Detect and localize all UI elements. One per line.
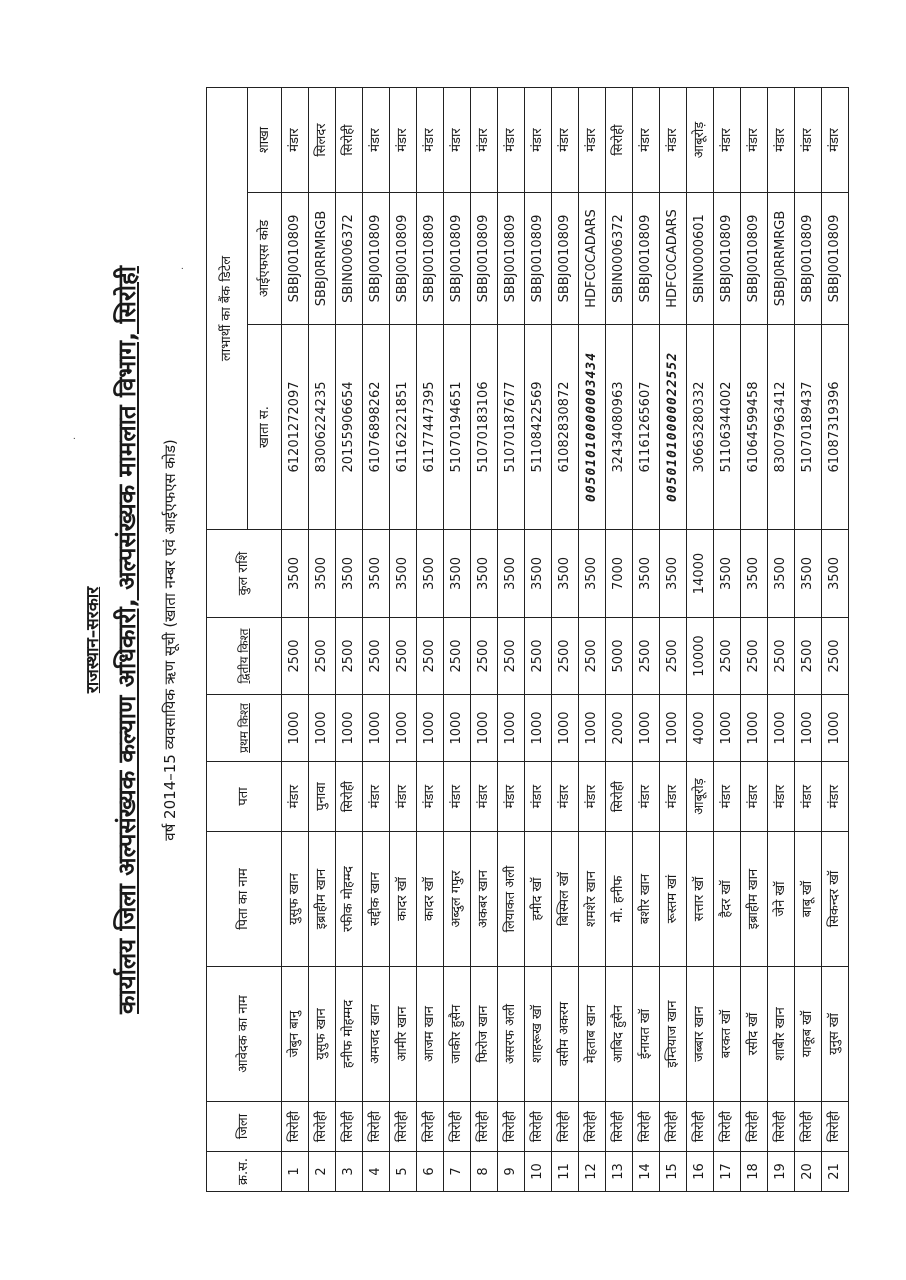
branch-cell: मंडार [768,88,795,193]
sno-cell: 11 [552,1152,579,1192]
applicant-name-cell: रसीद खॉ [741,967,768,1102]
branch-cell: मंडार [552,88,579,193]
district-cell: सिरोही [444,1102,471,1152]
first-installment-cell: 1000 [552,695,579,762]
father-name-cell: कादर खॉ [390,832,417,967]
second-installment-cell: 5000 [606,618,633,695]
branch-cell: मंडार [795,88,822,193]
total-amount-cell: 14000 [687,530,714,618]
ifsc-code-cell: SBBJ0010809 [417,193,444,325]
col-sno: क्र.स. [207,1152,282,1192]
second-installment-cell: 2500 [552,618,579,695]
col-applicant: आवेदक का नाम [207,967,282,1102]
father-name-cell: बशीर खान [633,832,660,967]
table-row [768,88,795,1192]
address-cell: मंडार [525,762,552,832]
address-cell: मंडार [444,762,471,832]
applicant-name-cell: बरकत खॉ [714,967,741,1102]
applicant-name-cell: शाहरूख खॉ [525,967,552,1102]
government-heading: राजस्थान–सरकार [83,586,103,694]
first-installment-cell: 1000 [309,695,336,762]
account-number-cell: 51070189437 [795,325,822,530]
sno-cell: 13 [606,1152,633,1192]
applicant-name-cell: जाकीर हुसैन [444,967,471,1102]
second-installment-cell: 2500 [633,618,660,695]
first-installment-cell: 1000 [363,695,390,762]
list-subtitle: वर्ष 2014–15 व्यवसायिक ऋण सूची (खाता नम्बर एवं आईएफएस कोड) [161,439,179,841]
table-row [309,88,336,1192]
account-number-cell: 00501010000003434 [579,325,606,530]
total-amount-cell: 3500 [282,530,309,618]
applicant-name-cell: आमीर खान [390,967,417,1102]
loan-list-table [206,87,849,1192]
address-cell: मंडार [363,762,390,832]
applicant-name-cell: इम्तियाज खान [660,967,687,1102]
branch-cell: मंडार [444,88,471,193]
second-installment-cell: 2500 [822,618,849,695]
first-installment-cell: 2000 [606,695,633,762]
sno-cell: 15 [660,1152,687,1192]
applicant-name-cell: आजम खान [417,967,444,1102]
second-installment-cell: 2500 [525,618,552,695]
branch-cell: मंडार [282,88,309,193]
father-name-cell: सद्दीक खान [363,832,390,967]
sno-cell: 9 [498,1152,525,1192]
father-name-cell: बिस्मिल खॉ [552,832,579,967]
account-number-cell: 83007963412 [768,325,795,530]
district-cell: सिरोही [417,1102,444,1152]
col-bank-details: लाभार्थी का बैंक डिटेल [207,88,248,530]
address-cell: मंडार [498,762,525,832]
table-row [741,88,768,1192]
table-row [552,88,579,1192]
district-cell: सिरोही [282,1102,309,1152]
sno-cell: 3 [336,1152,363,1192]
first-installment-cell: 1000 [768,695,795,762]
first-installment-cell: 1000 [417,695,444,762]
branch-cell: मंडार [417,88,444,193]
first-installment-cell: 1000 [498,695,525,762]
father-name-cell: कादर खॉ [417,832,444,967]
sno-cell: 4 [363,1152,390,1192]
second-installment-cell: 10000 [687,618,714,695]
applicant-name-cell: असरफ अली [498,967,525,1102]
total-amount-cell: 3500 [525,530,552,618]
ifsc-code-cell: SBIN0006372 [336,193,363,325]
sno-cell: 8 [471,1152,498,1192]
father-name-cell: सत्तार खॉ [687,832,714,967]
district-cell: सिरोही [390,1102,417,1152]
first-installment-cell: 1000 [795,695,822,762]
ifsc-code-cell: SBBJ0010809 [822,193,849,325]
district-cell: सिरोही [606,1102,633,1152]
father-name-cell: हमीद खॉ [525,832,552,967]
first-installment-cell: 1000 [579,695,606,762]
col-branch: शाखा [248,88,282,193]
father-name-cell: लियाकत अली [498,832,525,967]
sno-cell: 2 [309,1152,336,1192]
account-number-cell: 51108422569 [525,325,552,530]
ifsc-code-cell: SBBJ0RRMRGB [768,193,795,325]
ifsc-code-cell: SBBJ0010809 [498,193,525,325]
first-installment-cell: 1000 [471,695,498,762]
father-name-cell: जेने खॉ [768,832,795,967]
first-installment-cell: 4000 [687,695,714,762]
second-installment-cell: 2500 [417,618,444,695]
father-name-cell: अकबर खान [471,832,498,967]
first-installment-cell: 1000 [390,695,417,762]
branch-cell: मंडार [822,88,849,193]
applicant-name-cell: वसीम अकरम [552,967,579,1102]
father-name-cell: शमशेर खान [579,832,606,967]
account-number-cell: 30663280332 [687,325,714,530]
ifsc-code-cell: HDFC0CADARS [579,193,606,325]
table-row [363,88,390,1192]
second-installment-cell: 2500 [363,618,390,695]
sno-cell: 17 [714,1152,741,1192]
branch-cell: मंडार [363,88,390,193]
account-number-cell: 20155906654 [336,325,363,530]
applicant-name-cell: जेबुन बानु [282,967,309,1102]
col-second-installment: द्वितीय किश्त [207,618,282,695]
ifsc-code-cell: SBBJ0010809 [363,193,390,325]
total-amount-cell: 3500 [579,530,606,618]
table-row [444,88,471,1192]
district-cell: सिरोही [336,1102,363,1152]
total-amount-cell: 3500 [336,530,363,618]
district-cell: सिरोही [795,1102,822,1152]
account-number-cell: 61161265607 [633,325,660,530]
total-amount-cell: 3500 [660,530,687,618]
address-cell: आबूरोड़ [687,762,714,832]
father-name-cell: युसुफ खान [282,832,309,967]
scan-speck: · [70,436,81,440]
sno-cell: 6 [417,1152,444,1192]
branch-cell: मंडार [579,88,606,193]
address-cell: मंडार [471,762,498,832]
account-number-cell: 61177447395 [417,325,444,530]
address-cell: मंडार [822,762,849,832]
table-row [525,88,552,1192]
total-amount-cell: 3500 [822,530,849,618]
district-cell: सिरोही [687,1102,714,1152]
first-installment-cell: 1000 [660,695,687,762]
account-number-cell: 51070194651 [444,325,471,530]
applicant-name-cell: जब्बार खान [687,967,714,1102]
total-amount-cell: 3500 [768,530,795,618]
account-number-cell: 51070187677 [498,325,525,530]
total-amount-cell: 3500 [552,530,579,618]
account-number-cell: 61082830872 [552,325,579,530]
sno-cell: 18 [741,1152,768,1192]
district-cell: सिरोही [552,1102,579,1152]
col-father: पिता का नाम [207,832,282,967]
second-installment-cell: 2500 [660,618,687,695]
district-cell: सिरोही [741,1102,768,1152]
district-cell: सिरोही [309,1102,336,1152]
district-cell: सिरोही [768,1102,795,1152]
account-number-cell: 51106344002 [714,325,741,530]
sno-cell: 19 [768,1152,795,1192]
address-cell: मंडार [768,762,795,832]
first-installment-cell: 1000 [525,695,552,762]
table-row [471,88,498,1192]
branch-cell: सिलदर [309,88,336,193]
ifsc-code-cell: SBIN0000601 [687,193,714,325]
district-cell: सिरोही [525,1102,552,1152]
applicant-name-cell: आबिद हुसैन [606,967,633,1102]
father-name-cell: इब्राहीम खान [741,832,768,967]
father-name-cell: मो. हनीफ [606,832,633,967]
address-cell: मंडार [741,762,768,832]
first-installment-cell: 1000 [336,695,363,762]
applicant-name-cell: युनुस खॉ [822,967,849,1102]
applicant-name-cell: याकूब खॉ [795,967,822,1102]
branch-cell: मंडार [660,88,687,193]
first-installment-cell: 1000 [741,695,768,762]
address-cell: मंडार [714,762,741,832]
total-amount-cell: 7000 [606,530,633,618]
table-row [795,88,822,1192]
first-installment-cell: 1000 [633,695,660,762]
address-cell: मंडार [633,762,660,832]
account-number-cell: 61087319396 [822,325,849,530]
table-row [417,88,444,1192]
address-cell: मंडार [579,762,606,832]
total-amount-cell: 3500 [417,530,444,618]
table-row [282,88,309,1192]
second-installment-cell: 2500 [336,618,363,695]
account-number-cell: 00501010000022552 [660,325,687,530]
address-cell: सिरोही [606,762,633,832]
applicant-name-cell: मेहताब खान [579,967,606,1102]
ifsc-code-cell: SBBJ0010809 [552,193,579,325]
table-header [207,88,282,1192]
account-number-cell: 61201272097 [282,325,309,530]
sno-cell: 21 [822,1152,849,1192]
table-row [606,88,633,1192]
sno-cell: 1 [282,1152,309,1192]
address-cell: मंडार [390,762,417,832]
address-cell: मंडार [282,762,309,832]
branch-cell: आबूरोड़ [687,88,714,193]
second-installment-cell: 2500 [498,618,525,695]
second-installment-cell: 2500 [471,618,498,695]
address-cell: पुनावा [309,762,336,832]
father-name-cell: सिकन्दर खॉ [822,832,849,967]
total-amount-cell: 3500 [741,530,768,618]
district-cell: सिरोही [363,1102,390,1152]
district-cell: सिरोही [714,1102,741,1152]
district-cell: सिरोही [822,1102,849,1152]
ifsc-code-cell: SBBJ0010809 [282,193,309,325]
second-installment-cell: 2500 [444,618,471,695]
table-row [579,88,606,1192]
second-installment-cell: 2500 [282,618,309,695]
total-amount-cell: 3500 [390,530,417,618]
account-number-cell: 51070183106 [471,325,498,530]
first-installment-cell: 1000 [444,695,471,762]
ifsc-code-cell: SBBJ0010809 [741,193,768,325]
district-cell: सिरोही [660,1102,687,1152]
second-installment-cell: 2500 [714,618,741,695]
branch-cell: मंडार [525,88,552,193]
account-number-cell: 32434080963 [606,325,633,530]
col-account-no: खाता स. [248,325,282,530]
applicant-name-cell: फिरोज खान [471,967,498,1102]
ifsc-code-cell: SBBJ0010809 [714,193,741,325]
sno-cell: 7 [444,1152,471,1192]
table-row [336,88,363,1192]
total-amount-cell: 3500 [795,530,822,618]
total-amount-cell: 3500 [444,530,471,618]
table-row [633,88,660,1192]
sno-cell: 5 [390,1152,417,1192]
branch-cell: सिरोही [336,88,363,193]
branch-cell: मंडार [714,88,741,193]
address-cell: मंडार [795,762,822,832]
total-amount-cell: 3500 [714,530,741,618]
ifsc-code-cell: SBBJ0010809 [525,193,552,325]
first-installment-cell: 1000 [714,695,741,762]
second-installment-cell: 2500 [390,618,417,695]
sno-cell: 12 [579,1152,606,1192]
second-installment-cell: 2500 [309,618,336,695]
table-row [687,88,714,1192]
applicant-name-cell: युसुफ खान [309,967,336,1102]
father-name-cell: रूस्तम खां [660,832,687,967]
branch-cell: मंडार [471,88,498,193]
first-installment-cell: 1000 [822,695,849,762]
table-row [660,88,687,1192]
father-name-cell: अब्दुल गफुर [444,832,471,967]
total-amount-cell: 3500 [363,530,390,618]
address-cell: मंडार [552,762,579,832]
applicant-name-cell: शाबीर खान [768,967,795,1102]
district-cell: सिरोही [579,1102,606,1152]
total-amount-cell: 3500 [633,530,660,618]
account-number-cell: 61064599458 [741,325,768,530]
col-address: पता [207,762,282,832]
district-cell: सिरोही [471,1102,498,1152]
ifsc-code-cell: SBBJ0010809 [633,193,660,325]
sno-cell: 10 [525,1152,552,1192]
ifsc-code-cell: SBBJ0010809 [471,193,498,325]
ifsc-code-cell: SBBJ0010809 [795,193,822,325]
ifsc-code-cell: SBBJ0RRMRGB [309,193,336,325]
table-row [714,88,741,1192]
district-cell: सिरोही [498,1102,525,1152]
ifsc-code-cell: SBIN0006372 [606,193,633,325]
ifsc-code-cell: HDFC0CADARS [660,193,687,325]
second-installment-cell: 2500 [768,618,795,695]
address-cell: मंडार [660,762,687,832]
office-title: कार्यालय जिला अल्पसंख्यक कल्याण अधिकारी, अल्पसंख्यक मामलात विभाग, सिरोही [113,266,141,1014]
district-cell: सिरोही [633,1102,660,1152]
branch-cell: सिरोही [606,88,633,193]
table-row [822,88,849,1192]
branch-cell: मंडार [741,88,768,193]
first-installment-cell: 1000 [282,695,309,762]
total-amount-cell: 3500 [309,530,336,618]
col-ifsc: आईएफएस कोड [248,193,282,325]
table-row [498,88,525,1192]
sno-cell: 16 [687,1152,714,1192]
father-name-cell: इब्राहीम खान [309,832,336,967]
address-cell: मंडार [417,762,444,832]
total-amount-cell: 3500 [471,530,498,618]
col-first-installment: प्रथम किश्त [207,695,282,762]
father-name-cell: बाबू खॉ [795,832,822,967]
scan-speck: · [178,266,189,270]
account-number-cell: 61076898262 [363,325,390,530]
applicant-name-cell: हनीफ मोहम्मद [336,967,363,1102]
applicant-name-cell: अमजद खान [363,967,390,1102]
second-installment-cell: 2500 [795,618,822,695]
address-cell: सिरोही [336,762,363,832]
applicant-name-cell: ईनायत खॉ [633,967,660,1102]
account-number-cell: 83006224235 [309,325,336,530]
father-name-cell: हैदर खॉ [714,832,741,967]
branch-cell: मंडार [633,88,660,193]
table-body [282,88,849,1192]
father-name-cell: रफीक मोहम्म्द [336,832,363,967]
total-amount-cell: 3500 [498,530,525,618]
table-row [390,88,417,1192]
sno-cell: 14 [633,1152,660,1192]
ifsc-code-cell: SBBJ0010809 [390,193,417,325]
col-district: जिला [207,1102,282,1152]
second-installment-cell: 2500 [579,618,606,695]
col-total: कुल राशि [207,530,282,618]
account-number-cell: 61162221851 [390,325,417,530]
sno-cell: 20 [795,1152,822,1192]
ifsc-code-cell: SBBJ0010809 [444,193,471,325]
branch-cell: मंडार [498,88,525,193]
branch-cell: मंडार [390,88,417,193]
second-installment-cell: 2500 [741,618,768,695]
